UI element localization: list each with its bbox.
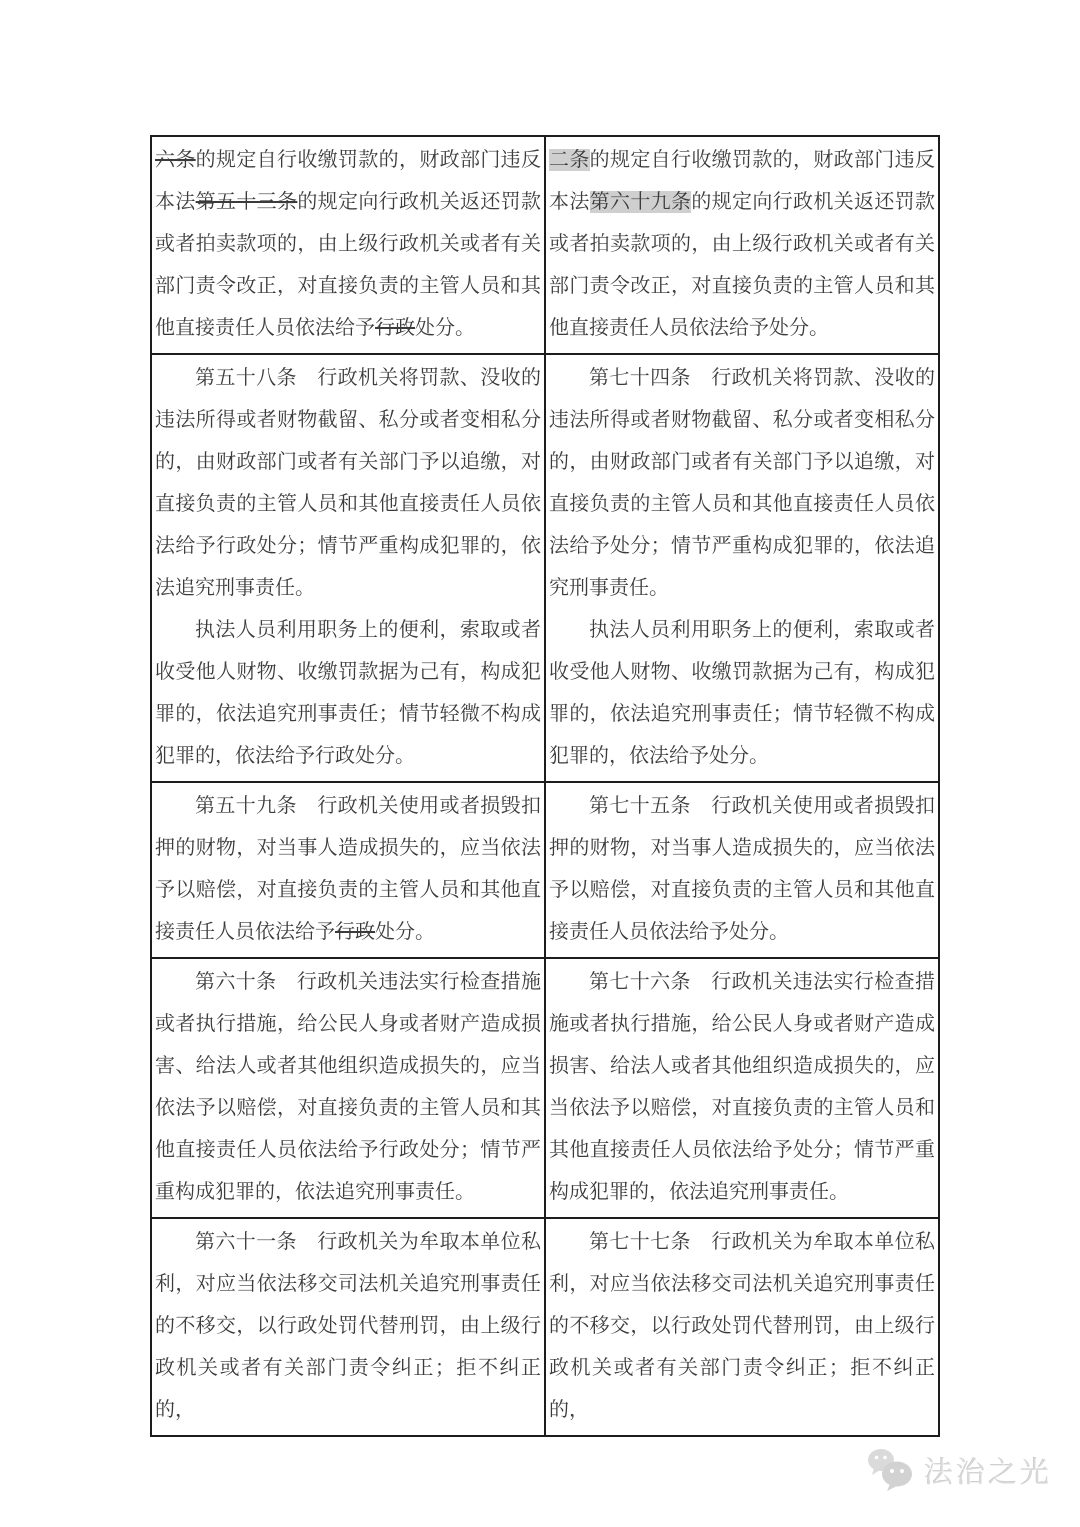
table-row [151,136,939,354]
table-row [151,354,939,782]
old-text-cell [151,958,545,1218]
old-text-cell [151,354,545,782]
new-text-cell [545,958,939,1218]
text-segment: 第七十七条 行政机关为牟取本单位私利，对应当依法移交司法机关追究刑事责任的不移交，以行政处罚代替刑罚，由上级行政机关或者有关部门责令纠正；拒不纠正的， [549,1231,935,1421]
new-text-cell [545,782,939,958]
comparison-table [150,135,940,1437]
paragraph [549,785,935,953]
comparison-table-body [151,136,939,1436]
table-row [151,782,939,958]
paragraph [155,785,541,953]
text-segment: 第七十五条 行政机关使用或者损毁扣押的财物，对当事人造成损失的，应当依法予以赔偿，对直接负责的主管人员和其他直接责任人员依法给予处分。 [549,795,935,943]
paragraph [155,961,541,1213]
new-text-cell [545,1218,939,1436]
text-segment: 处分。 [375,921,435,943]
watermark [866,1447,1052,1493]
old-text-cell [151,782,545,958]
paragraph [549,961,935,1213]
text-segment: 第七十四条 行政机关将罚款、没收的违法所得或者财物截留、私分或者变相私分的，由财政部门或者有关部门予以追缴，对直接负责的主管人员和其他直接责任人员依法给予处分；情节严重构成犯罪的，依法追究刑事责任。 [549,367,935,599]
table-row [151,1218,939,1436]
text-segment: 执法人员利用职务上的便利，索取或者收受他人财物、收缴罚款据为己有，构成犯罪的，依法追究刑事责任；情节轻微不构成犯罪的，依法给予处分。 [549,619,935,767]
old-text-cell [151,1218,545,1436]
text-segment: 第五十九条 行政机关使用或者损毁扣押的财物，对当事人造成损失的，应当依法予以赔偿，对直接负责的主管人员和其他直接责任人员依法给予 [155,795,541,943]
text-segment: 执法人员利用职务上的便利，索取或者收受他人财物、收缴罚款据为己有，构成犯罪的，依法追究刑事责任；情节轻微不构成犯罪的，依法给予行政处分。 [155,619,541,767]
text-segment: 的规定自行收缴罚款的，财政部门违反本法 [549,149,936,213]
text-segment: 第五十八条 行政机关将罚款、没收的违法所得或者财物截留、私分或者变相私分的，由财政部门或者有关部门予以追缴，对直接负责的主管人员和其他直接责任人员依法给予行政处分；情节严重构成犯罪的，依法追究刑事责任。 [155,367,541,599]
paragraph [549,1221,935,1431]
paragraph [155,609,541,777]
deleted-text: 行政 [335,921,375,943]
text-segment: 的规定向行政机关返还罚款或者拍卖款项的，由上级行政机关或者有关部门责令改正，对直接负责的主管人员和其他直接责任人员依法给予处分。 [549,191,936,339]
paragraph [549,357,935,609]
text-segment: 第六十条 行政机关违法实行检查措施或者执行措施，给公民人身或者财产造成损害、给法人或者其他组织造成损失的，应当依法予以赔偿，对直接负责的主管人员和其他直接责任人员依法给予行政处分；情节严重构成犯罪的，依法追究刑事责任。 [155,971,541,1203]
text-segment: 处分。 [415,317,475,339]
paragraph [549,139,935,349]
paragraph [155,139,541,349]
deleted-text: 第五十三条 [195,191,298,213]
new-text-cell [545,354,939,782]
changed-text: 第六十九条 [589,191,692,213]
deleted-text: 行政 [375,317,415,339]
paragraph [155,1221,541,1431]
text-segment: 的规定向行政机关返还罚款或者拍卖款项的，由上级行政机关或者有关部门责令改正，对直接负责的主管人员和其他直接责任人员依法给予 [155,191,542,339]
table-row [151,958,939,1218]
old-text-cell [151,136,545,354]
text-segment: 第七十六条 行政机关违法实行检查措施或者执行措施，给公民人身或者财产造成损害、给法人或者其他组织造成损失的，应当依法予以赔偿，对直接负责的主管人员和其他直接责任人员依法给予处分；情节严重构成犯罪的，依法追究刑事责任。 [549,971,935,1203]
changed-text: 二条 [549,149,590,171]
new-text-cell [545,136,939,354]
text-segment: 的规定自行收缴罚款的，财政部门违反本法 [155,149,542,213]
paragraph [549,609,935,777]
paragraph [155,357,541,609]
deleted-text: 六条 [155,149,196,171]
text-segment: 第六十一条 行政机关为牟取本单位私利，对应当依法移交司法机关追究刑事责任的不移交，以行政处罚代替刑罚，由上级行政机关或者有关部门责令纠正；拒不纠正的， [155,1231,541,1421]
watermark-label: 法治之光 [923,1456,1052,1489]
wechat-icon [866,1447,914,1493]
